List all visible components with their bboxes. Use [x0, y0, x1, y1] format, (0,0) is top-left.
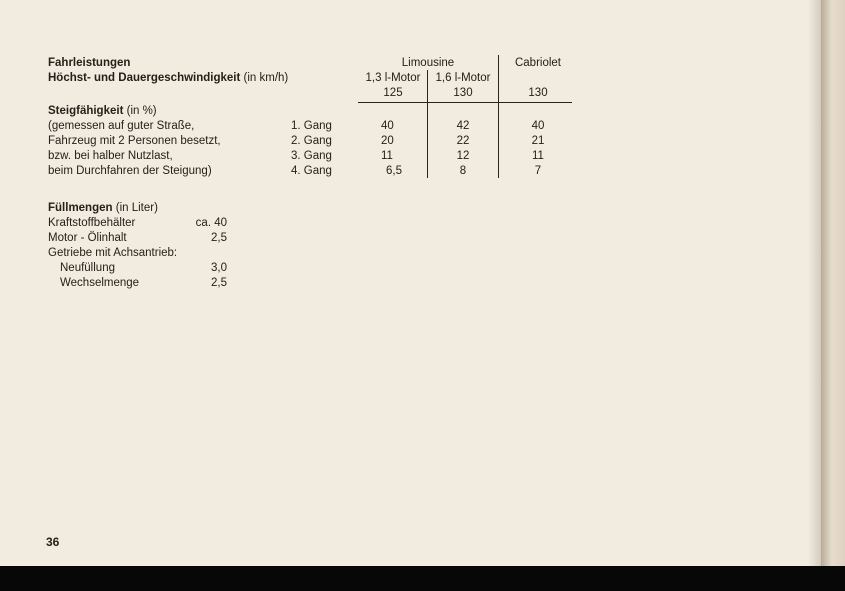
engine-oil-value: 2,5 [211, 232, 227, 244]
gear-label: 3. Gang [291, 150, 332, 162]
fuel-tank-value: ca. 40 [195, 217, 227, 229]
climbing-heading-row [48, 104, 157, 118]
header-limousine: Limousine [401, 57, 455, 69]
climb-13-value: 20 [381, 135, 394, 147]
page-gutter-shadow [808, 0, 821, 566]
fuel-tank-label: Kraftstoffbehälter [48, 217, 136, 229]
engine-oil-label: Motor - Ölinhalt [48, 232, 127, 244]
header-cabriolet: Cabriolet [514, 57, 562, 69]
fill-heading: Füllmengen [48, 202, 113, 214]
header-13-motor: 1,3 l-Motor [365, 72, 421, 84]
gear-label: 2. Gang [291, 135, 332, 147]
initial-fill-value: 3,0 [211, 262, 227, 274]
fill-unit: (in Liter) [115, 202, 158, 214]
speed-13: 125 [383, 87, 403, 99]
climb-16-value: 12 [456, 150, 470, 162]
climb-16-value: 42 [456, 120, 470, 132]
speed-row-label [48, 71, 288, 85]
climb-cabriolet-value: 40 [531, 120, 545, 132]
gearbox-label: Getriebe mit Achsantrieb: [48, 247, 178, 259]
table-divider-2 [498, 55, 499, 178]
header-16-motor: 1,6 l-Motor [435, 72, 491, 84]
speed-label: Höchst- und Dauergeschwindigkeit [48, 72, 241, 84]
climbing-unit: (in %) [126, 105, 157, 117]
change-fill-value: 2,5 [211, 277, 227, 289]
climbing-desc-line: Fahrzeug mit 2 Personen besetzt, [48, 135, 221, 147]
climb-16-value: 22 [456, 135, 470, 147]
scan-border [0, 566, 845, 591]
climb-cabriolet-value: 21 [531, 135, 545, 147]
table-header-rule [358, 102, 572, 103]
climb-13-value: 11 [381, 150, 393, 162]
climbing-desc-line: (gemessen auf guter Straße, [48, 120, 195, 132]
speed-16: 130 [453, 87, 473, 99]
speed-cabriolet: 130 [528, 87, 548, 99]
performance-heading: Fahrleistungen [48, 57, 131, 69]
climb-16-value: 8 [459, 165, 467, 177]
climb-13-value: 40 [381, 120, 394, 132]
climbing-desc-line: beim Durchfahren der Steigung) [48, 165, 212, 177]
climbing-heading: Steigfähigkeit [48, 105, 124, 117]
fill-heading-row [48, 201, 158, 215]
gear-label: 1. Gang [291, 120, 332, 132]
change-fill-label: Wechselmenge [60, 277, 140, 289]
climb-cabriolet-value: 7 [534, 165, 542, 177]
initial-fill-label: Neufüllung [60, 262, 115, 274]
gear-label: 4. Gang [291, 165, 332, 177]
climb-13-value: 6,5 [386, 165, 402, 177]
climb-cabriolet-value: 11 [532, 150, 544, 162]
speed-unit: (in km/h) [243, 72, 289, 84]
climbing-desc-line: bzw. bei halber Nutzlast, [48, 150, 173, 162]
next-page-edge [821, 0, 845, 566]
page-number: 36 [46, 535, 60, 549]
